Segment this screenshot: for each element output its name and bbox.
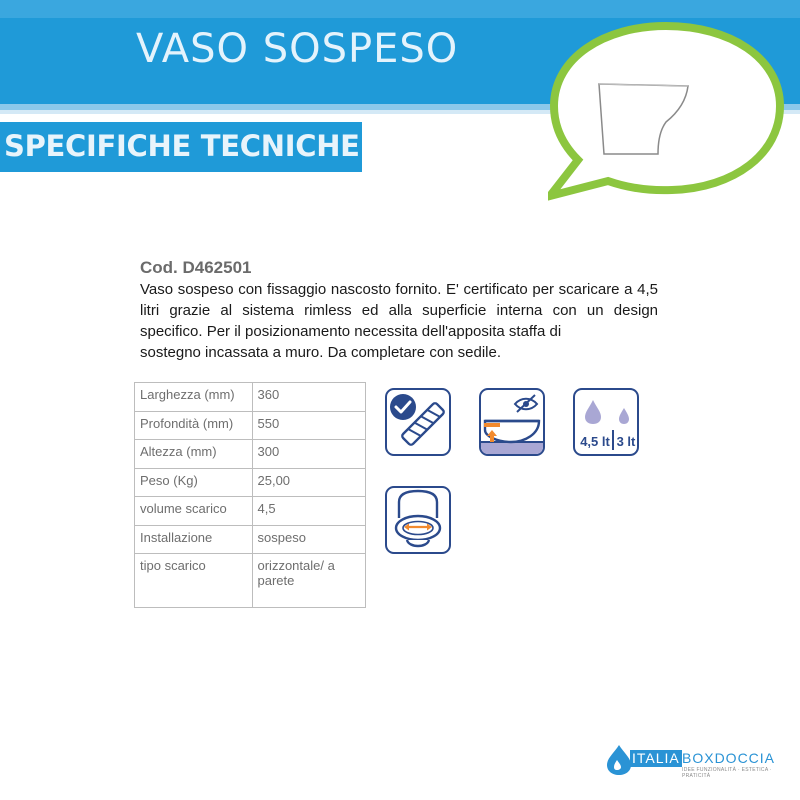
eye-crossed-icon	[515, 395, 537, 412]
dual-flush-icon	[573, 388, 639, 456]
specs-table	[134, 382, 366, 608]
section-title: SPECIFICHE TECNICHE	[4, 129, 360, 163]
flush-volume-small: 3 lt	[616, 434, 636, 449]
table-row	[135, 383, 366, 412]
logo-word-boxdoccia: BOXDOCCIA	[682, 750, 776, 766]
spec-label: Larghezza (mm)	[135, 383, 253, 412]
table-row	[135, 468, 366, 497]
spec-value: 550	[252, 411, 366, 440]
brand-logo	[604, 744, 792, 778]
table-row	[135, 554, 366, 608]
rimless-icon	[479, 388, 545, 456]
concealed-fixing-icon	[385, 388, 451, 456]
spec-label: Altezza (mm)	[135, 440, 253, 469]
spec-label: Peso (Kg)	[135, 468, 253, 497]
spec-label: volume scarico	[135, 497, 253, 526]
spec-label: Installazione	[135, 525, 253, 554]
soft-close-seat-icon	[385, 486, 451, 554]
description-paragraph: Vaso sospeso con fissaggio nascosto fornito. E' certificato per scaricare a 4,5 litri grazie al sistema rimless ed alla superficie interna con un design specifico. Per il posizionamento necessita dell'apposita staffa di	[140, 281, 658, 340]
spec-value: 360	[252, 383, 366, 412]
table-row	[135, 440, 366, 469]
table-row	[135, 411, 366, 440]
product-code: Cod. D462501	[140, 258, 252, 277]
spec-value: 4,5	[252, 497, 366, 526]
spec-label: Profondità (mm)	[135, 411, 253, 440]
description-paragraph-end: sostegno incassata a muro. Da completare con sedile.	[140, 344, 502, 361]
table-row	[135, 525, 366, 554]
spec-label: tipo scarico	[135, 554, 253, 608]
spec-value: sospeso	[252, 525, 366, 554]
logo-tagline: IDEE FUNZIONALITÀ · ESTETICA · PRATICITÀ	[682, 767, 772, 779]
product-description	[140, 279, 658, 363]
product-bubble	[548, 20, 784, 210]
logo-word-italia: ITALIA	[632, 750, 680, 766]
table-row	[135, 497, 366, 526]
spec-value: orizzontale/ a parete	[252, 554, 366, 608]
spec-value: 25,00	[252, 468, 366, 497]
spec-value: 300	[252, 440, 366, 469]
flush-volume-big: 4,5 lt	[580, 434, 610, 449]
page-title: VASO SOSPESO	[136, 26, 459, 72]
